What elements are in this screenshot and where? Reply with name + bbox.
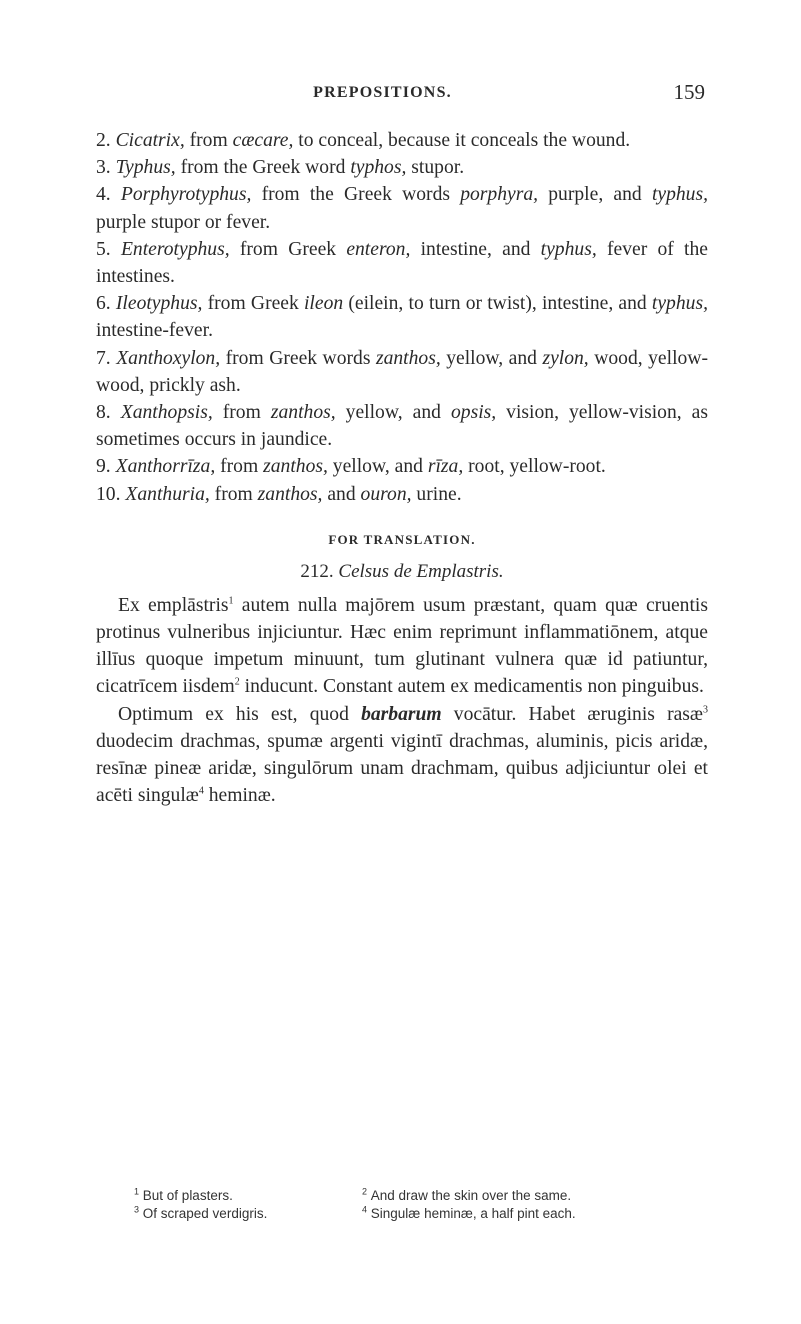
item-word: opsis, <box>450 402 497 424</box>
item-text: intestine-fever. <box>96 320 213 342</box>
running-head-title: PREPOSITIONS. <box>313 84 452 101</box>
derivation-item <box>96 236 708 290</box>
footnote-ref: 2 <box>234 676 240 688</box>
item-number: 4. <box>96 184 111 206</box>
footnote-text: And draw the skin over the same. <box>370 1188 572 1203</box>
footnote-mark: 2 <box>362 1186 368 1197</box>
item-text: (eilein, to turn or twist), intestine, and <box>343 293 652 315</box>
item-word: typhos, <box>350 157 407 179</box>
item-text: urine. <box>411 483 462 505</box>
emphasized-word: barbarum <box>361 703 442 725</box>
item-term: Xanthorrīza, <box>115 456 216 478</box>
item-term: Porphyrotyphus, <box>120 184 252 206</box>
item-text: yellow, and <box>335 402 451 424</box>
footnote-4 <box>362 1205 576 1223</box>
footnotes <box>134 1187 734 1223</box>
footnote-row <box>134 1205 734 1223</box>
footnote-mark: 1 <box>134 1186 140 1197</box>
footnote-text: Of scraped verdigris. <box>142 1206 268 1221</box>
item-word: typhus, <box>651 293 708 315</box>
item-word: zanthos, <box>270 402 336 424</box>
item-text: stupor. <box>406 157 465 179</box>
footnote-row <box>134 1187 734 1205</box>
item-term: Xanthoxylon, <box>116 347 221 369</box>
footnote-text: Singulæ heminæ, a half pint each. <box>370 1206 576 1221</box>
item-word: zanthos, <box>375 347 441 369</box>
item-text: to conceal, because it conceals the wound. <box>293 130 631 151</box>
derivation-item <box>96 154 708 181</box>
latin-text: autem nulla majōrem usum præstant, quam quæ cruentis protinus vulneribus injiciuntur. Hæc enim reprimunt inflammatiōnem, atque illīus quoque impetum minuunt, tum glutinant vulnera quæ id patiuntur, cicatrīcem iisdem <box>96 594 708 698</box>
item-text: from Greek words <box>220 347 376 369</box>
footnote-mark: 3 <box>134 1204 140 1215</box>
item-number: 3. <box>96 157 111 179</box>
item-term: Typhus, <box>115 157 176 179</box>
item-text: yellow, and <box>440 347 543 369</box>
item-word: rīza, <box>427 456 464 478</box>
item-text: from Greek <box>202 293 304 315</box>
item-text: and <box>322 483 361 505</box>
item-word: cæcare, <box>232 130 294 151</box>
item-word: ileon <box>303 293 344 315</box>
item-text: purple stupor or fever. <box>96 211 271 233</box>
item-number: 6. <box>96 293 111 315</box>
footnote-ref: 1 <box>228 595 234 607</box>
item-text: intestine, and <box>410 238 541 260</box>
page-number: 159 <box>673 80 705 104</box>
item-text: from <box>212 402 271 424</box>
item-number: 5. <box>96 238 111 260</box>
latin-paragraph-1 <box>96 592 708 701</box>
item-term: Xanthuria, <box>125 483 210 505</box>
latin-paragraph-2 <box>96 701 708 810</box>
footnote-text: But of plasters. <box>142 1188 233 1203</box>
latin-text: Optimum ex his est, quod <box>118 703 362 725</box>
latin-text: inducunt. Constant autem ex medicamentis non pinguibus. <box>239 676 704 698</box>
item-word: typhus, <box>540 238 597 260</box>
item-word: typhus, <box>651 184 708 206</box>
item-text: from <box>215 456 264 478</box>
item-term: Ileotyphus, <box>115 293 203 315</box>
footnote-ref: 4 <box>198 785 204 797</box>
item-text: yellow, and <box>327 456 428 478</box>
item-word: zylon, <box>542 347 589 369</box>
item-text: from <box>209 483 258 505</box>
item-text: fever of the intestines. <box>96 238 708 288</box>
footnote-2 <box>362 1187 571 1205</box>
item-number: 2. <box>96 130 111 151</box>
item-term: Enterotyphus, <box>120 238 230 260</box>
derivation-item <box>96 290 708 344</box>
latin-passage <box>96 592 708 810</box>
lesson-title-text: Celsus de Emplastris. <box>338 560 504 582</box>
running-head <box>60 80 705 108</box>
latin-text: Ex emplāstris <box>118 594 229 616</box>
derivation-list <box>96 127 708 508</box>
item-text: from the Greek words <box>251 184 461 206</box>
lesson-title <box>96 558 708 586</box>
derivation-item <box>96 453 708 480</box>
footnote-3 <box>134 1205 362 1223</box>
derivation-item <box>96 181 708 235</box>
item-term: Xanthopsis, <box>120 402 213 424</box>
derivation-item <box>96 345 708 399</box>
item-text: wood, yellow-wood, prickly ash. <box>96 347 708 396</box>
item-word: porphyra, <box>460 184 539 206</box>
derivation-item <box>96 399 708 453</box>
footnote-ref: 3 <box>703 704 708 716</box>
item-text: root, yellow-root. <box>463 456 606 478</box>
derivation-item <box>96 481 708 508</box>
lesson-number: 212. <box>300 560 334 582</box>
item-text: vision, yellow-vision, as sometimes occurs in jaundice. <box>96 402 708 451</box>
footnote-1 <box>134 1187 362 1205</box>
item-number: 10. <box>96 483 121 505</box>
item-text: from the Greek word <box>175 157 351 179</box>
item-word: zanthos, <box>263 456 328 478</box>
item-word: zanthos, <box>257 483 323 505</box>
section-heading: FOR TRANSLATION. <box>328 531 476 547</box>
item-number: 8. <box>96 402 111 424</box>
item-text: purple, and <box>538 184 652 206</box>
item-text: from Greek <box>229 238 347 260</box>
latin-text: heminæ. <box>203 785 276 807</box>
main-text <box>96 127 708 809</box>
item-number: 7. <box>96 347 111 369</box>
item-word: enteron, <box>346 238 411 260</box>
latin-text: duodecim drachmas, spumæ argenti vigintī drachmas, aluminis, picis aridæ, resīnæ pineæ aridæ, singulōrum unam drachmam, quibus adjiciuntur olei et acēti singulæ <box>96 730 708 807</box>
footnote-mark: 4 <box>362 1204 368 1215</box>
item-term: Cicatrix, <box>115 130 185 151</box>
item-number: 9. <box>96 456 111 478</box>
derivation-item <box>96 127 708 154</box>
latin-text: vocātur. Habet æruginis rasæ <box>441 703 703 725</box>
item-text: from <box>184 130 233 151</box>
item-word: ouron, <box>360 483 412 505</box>
